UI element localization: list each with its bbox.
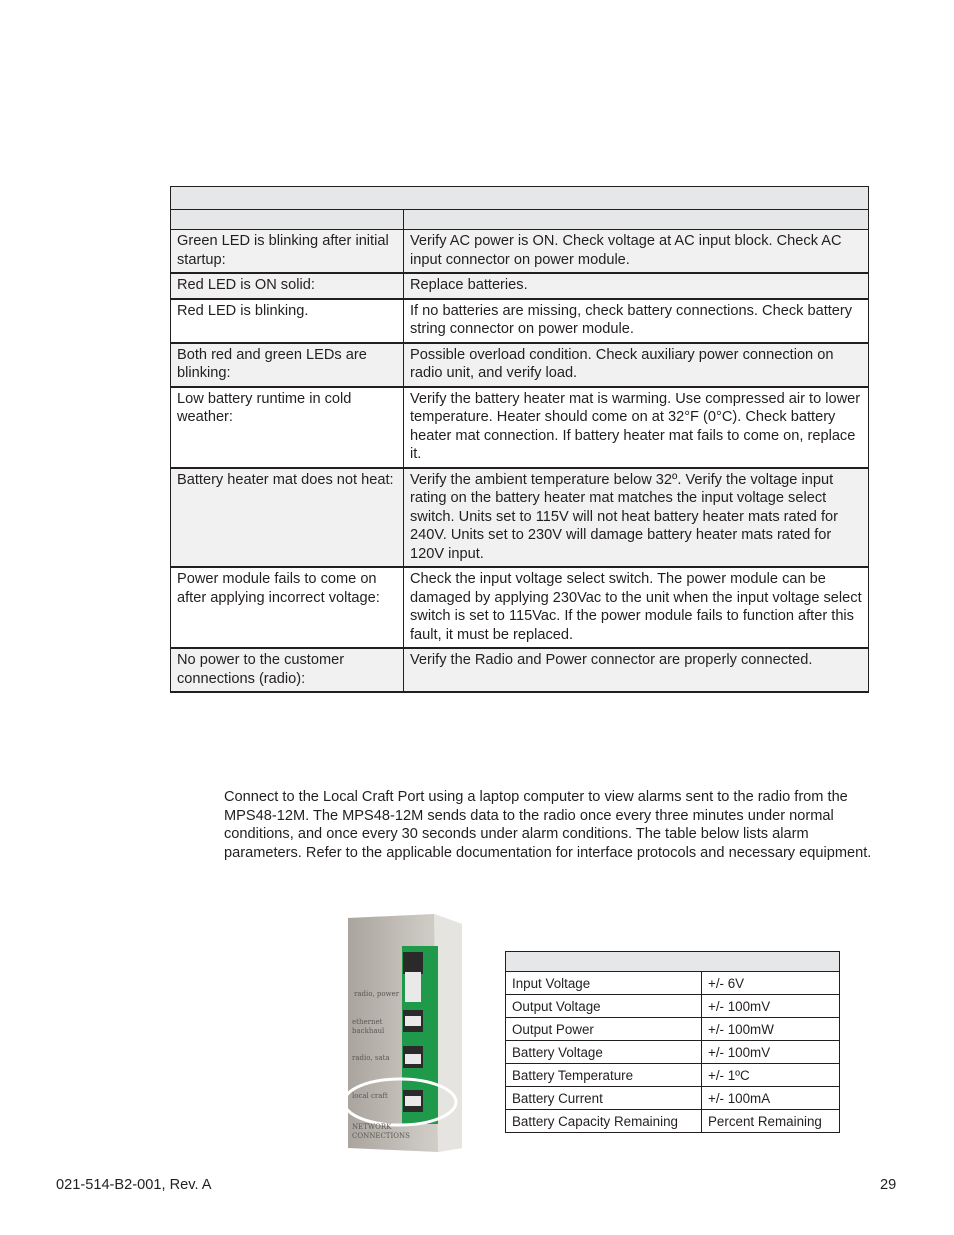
body-paragraph: Connect to the Local Craft Port using a laptop computer to view alarms sent to the radio from the MPS48-12M. The MPS48-12M sends data to the radio once every three minutes under normal conditions, and once every 30 seconds under alarm conditions. The table below lists alarm parameters. Refer to the applicable documentation for interface protocols and necessary equipment. <box>224 789 872 862</box>
problem-cell: Red LED is ON solid: <box>171 273 404 299</box>
table-row <box>506 972 840 995</box>
troubleshooting-table <box>170 186 869 693</box>
value-cell: +/- 100mW <box>702 1018 840 1041</box>
parameter-cell: Battery Capacity Remaining <box>506 1110 702 1133</box>
value-cell: +/- 100mA <box>702 1087 840 1110</box>
parameter-cell: Battery Voltage <box>506 1041 702 1064</box>
problem-cell: Battery heater mat does not heat: <box>171 468 404 568</box>
problem-cell: Low battery runtime in cold weather: <box>171 387 404 468</box>
solution-cell: Replace batteries. <box>404 273 869 299</box>
table-row <box>171 567 869 648</box>
problem-cell: Green LED is blinking after initial startup: <box>171 230 404 274</box>
solution-cell: Verify the battery heater mat is warming. Use compressed air to lower temperature. Heater should come on at 32°F (0°C). Check battery heater mat connection. If battery heater mat fails to come on, replace it. <box>404 387 869 468</box>
problem-cell: Power module fails to come on after applying incorrect voltage: <box>171 567 404 648</box>
table-row <box>171 387 869 468</box>
table-row <box>506 1018 840 1041</box>
table-title-row <box>171 187 869 210</box>
problem-cell: Red LED is blinking. <box>171 299 404 343</box>
solution-cell: Verify the ambient temperature below 32º. Verify the voltage input rating on the battery heater mat matches the input voltage select switch. Units set to 115V will not heat battery heater mats rated for 240V. Units set to 230V will damage battery heater mats rated for 120V input. <box>404 468 869 568</box>
table-row <box>171 343 869 387</box>
parameter-cell: Battery Current <box>506 1087 702 1110</box>
solution-cell: Check the input voltage select switch. The power module can be damaged by applying 230Vac to the unit when the input voltage select switch is set to 115Vac. If the power module fails to function after this fault, it must be replaced. <box>404 567 869 648</box>
parameter-cell: Input Voltage <box>506 972 702 995</box>
table-row <box>171 273 869 299</box>
alarm-parameters-table <box>505 951 840 1133</box>
device-photo <box>342 912 466 1154</box>
device-label: local craft <box>352 1092 388 1100</box>
device-label: radio, power <box>354 990 400 998</box>
document-number: 021-514-B2-001, Rev. A <box>56 1177 212 1193</box>
device-label: radio, sata <box>352 1054 390 1062</box>
table-header-row <box>171 210 869 230</box>
value-cell: +/- 100mV <box>702 1041 840 1064</box>
solution-cell: Possible overload condition. Check auxiliary power connection on radio unit, and verify load. <box>404 343 869 387</box>
table-header-row <box>506 952 840 972</box>
solution-cell: Verify the Radio and Power connector are properly connected. <box>404 648 869 692</box>
value-cell: +/- 100mV <box>702 995 840 1018</box>
parameter-cell: Battery Temperature <box>506 1064 702 1087</box>
page-number: 29 <box>880 1177 897 1193</box>
solution-cell: If no batteries are missing, check battery connections. Check battery string connector on power module. <box>404 299 869 343</box>
table-row <box>171 299 869 343</box>
value-cell: +/- 1ºC <box>702 1064 840 1087</box>
table-row <box>171 230 869 274</box>
device-label: backhaul <box>352 1027 385 1035</box>
table-row <box>506 1064 840 1087</box>
device-label: CONNECTIONS <box>352 1132 410 1140</box>
value-cell: +/- 6V <box>702 972 840 995</box>
problem-cell: No power to the customer connections (radio): <box>171 648 404 692</box>
table-row <box>506 1041 840 1064</box>
device-label: NETWORK <box>352 1123 392 1131</box>
table-row <box>171 648 869 692</box>
parameter-cell: Output Voltage <box>506 995 702 1018</box>
table-row <box>506 1087 840 1110</box>
device-label: ethernet <box>352 1018 383 1026</box>
solution-cell: Verify AC power is ON. Check voltage at AC input block. Check AC input connector on power module. <box>404 230 869 274</box>
table-row <box>171 468 869 568</box>
parameter-cell: Output Power <box>506 1018 702 1041</box>
value-cell: Percent Remaining <box>702 1110 840 1133</box>
table-row <box>506 995 840 1018</box>
table-row <box>506 1110 840 1133</box>
problem-cell: Both red and green LEDs are blinking: <box>171 343 404 387</box>
